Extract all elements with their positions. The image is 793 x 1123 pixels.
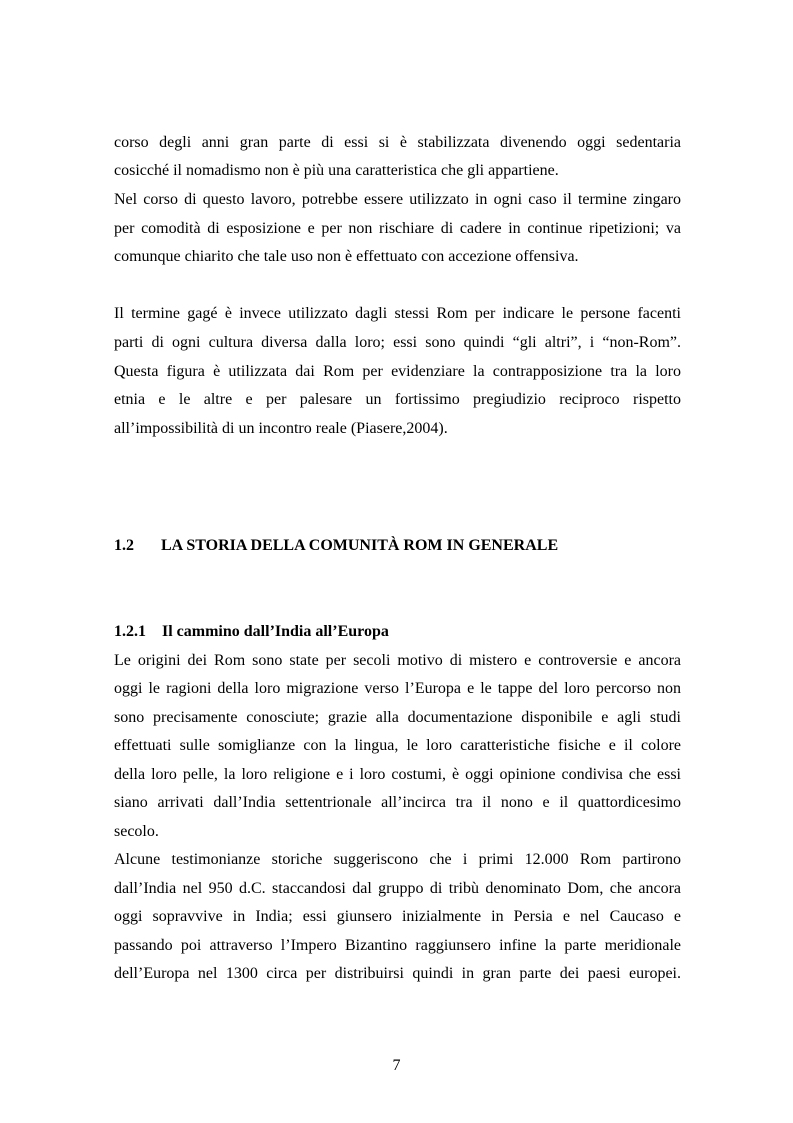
paragraph-2-line-3: comunque chiarito che tale uso non è effettuato con accezione offensiva. [114,248,579,265]
body-paragraph-2-line-2: dall’India nel 950 d.C. staccandosi dal gruppo di tribù denominato Dom, che ancora [114,880,681,897]
body-paragraph-1-line-1: Le origini dei Rom sono state per secoli motivo di mistero e controversie e ancora [114,652,681,669]
paragraph-3-line-1: Il termine gagé è invece utilizzato dagli stessi Rom per indicare le persone facenti [114,305,681,322]
body-paragraph-1-line-4: effettuati sulle somiglianze con la lingua, le loro caratteristiche fisiche e il colore [114,737,681,754]
section-title: LA STORIA DELLA COMUNITÀ ROM IN GENERALE [161,537,559,554]
paragraph-3-line-2: parti di ogni cultura diversa dalla loro; essi sono quindi “gli altri”, i “non-Rom”. [114,334,681,351]
paragraph-2-line-1: Nel corso di questo lavoro, potrebbe essere utilizzato in ogni caso il termine zingaro [114,191,681,208]
paragraph-2-line-2: per comodità di esposizione e per non rischiare di cadere in continue ripetizioni; va [114,220,681,237]
paragraph-1-line-2: cosicché il nomadismo non è più una caratteristica che gli appartiene. [114,162,559,179]
body-paragraph-2-line-4: passando poi attraverso l’Impero Bizantino raggiunsero infine la parte meridionale [114,937,681,954]
section-number: 1.2 [114,537,134,554]
body-paragraph-1-line-7: secolo. [114,823,159,840]
paragraph-3-line-5: all’impossibilità di un incontro reale (Piasere,2004). [114,420,448,437]
section-heading [114,536,558,556]
body-paragraph-2-line-3: oggi sopravvive in India; essi giunsero inizialmente in Persia e nel Caucaso e [114,908,681,925]
body-paragraph-2-line-1: Alcune testimonianze storiche suggeriscono che i primi 12.000 Rom partirono [114,851,681,868]
paragraph-3-line-3: Questa figura è utilizzata dai Rom per evidenziare la contrapposizione tra la loro [114,363,681,380]
subsection-title: Il cammino dall’India all’Europa [162,623,389,640]
body-paragraph-1-line-2: oggi le ragioni della loro migrazione verso l’Europa e le tappe del loro percorso non [114,680,681,697]
body-paragraph-2-line-5: dell’Europa nel 1300 circa per distribuirsi quindi in gran parte dei paesi europei. [114,965,681,982]
paragraph-3-line-4: etnia e le altre e per palesare un fortissimo pregiudizio reciproco rispetto [114,391,681,408]
body-paragraph-1-line-5: della loro pelle, la loro religione e i loro costumi, è oggi opinione condivisa che essi [114,766,681,783]
page-number: 7 [392,1057,401,1074]
subsection-heading [114,622,389,642]
paragraph-1-line-1: corso degli anni gran parte di essi si è stabilizzata divenendo oggi sedentaria [114,134,681,151]
subsection-number: 1.2.1 [114,623,146,640]
body-paragraph-1-line-6: siano arrivati dall’India settentrionale all’incirca tra il nono e il quattordicesimo [114,794,681,811]
body-paragraph-1-line-3: sono precisamente conosciute; grazie alla documentazione disponibile e agli studi [114,709,681,726]
